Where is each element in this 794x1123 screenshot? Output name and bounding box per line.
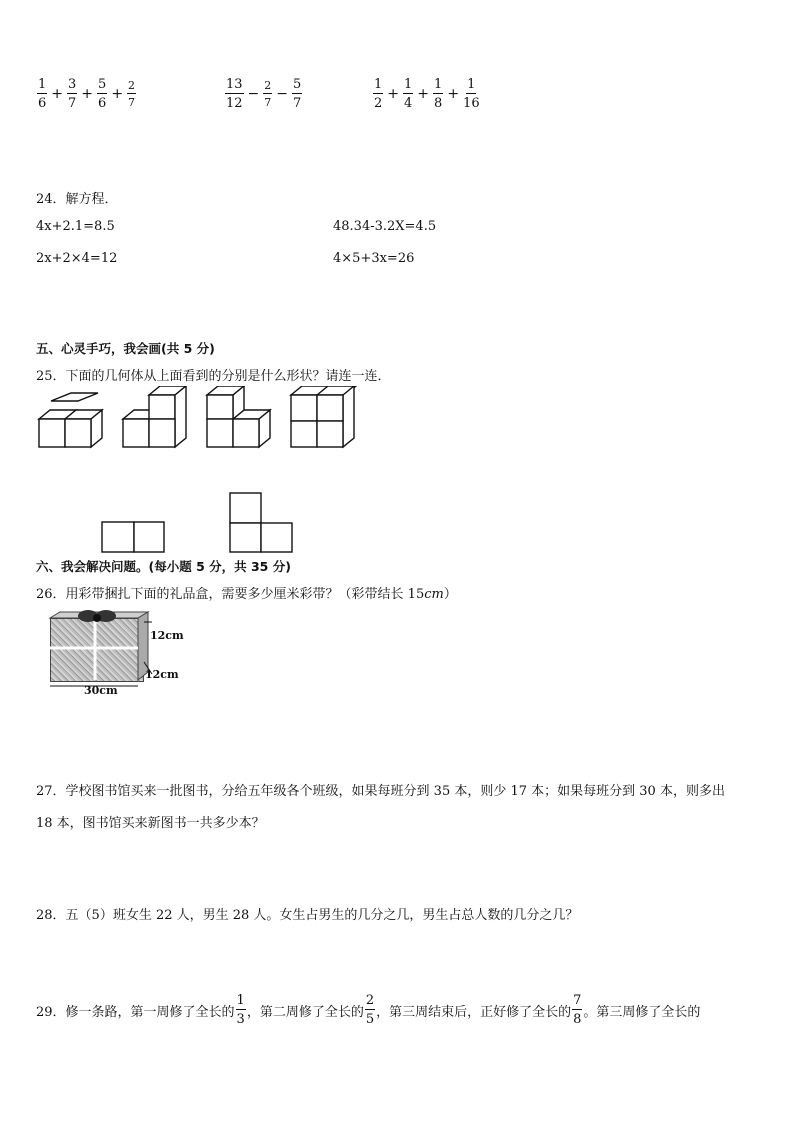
numerator: 1 bbox=[467, 77, 476, 92]
numerator: 1 bbox=[236, 993, 245, 1008]
operator: + bbox=[81, 86, 94, 102]
fraction bbox=[373, 78, 383, 110]
denominator: 12 bbox=[226, 96, 243, 111]
operator: + bbox=[387, 86, 400, 102]
fraction bbox=[433, 78, 443, 110]
denominator: 4 bbox=[404, 96, 413, 111]
numerator: 1 bbox=[38, 77, 47, 92]
denominator: 2 bbox=[374, 96, 383, 111]
section-5-title: 五、心灵手巧，我会画(共 5 分) bbox=[36, 341, 215, 356]
numerator: 5 bbox=[293, 77, 302, 92]
question-28-text: 28．五（5）班女生 22 人，男生 28 人。女生占男生的几分之几，男生占总人数的几分之几？ bbox=[36, 908, 579, 923]
q29-part-4: 。第三周修了全长的 bbox=[583, 1004, 701, 1020]
label-height: 12cm bbox=[150, 629, 184, 642]
solid-2 bbox=[123, 386, 186, 447]
denominator: 7 bbox=[128, 96, 136, 109]
denominator: 16 bbox=[463, 96, 480, 111]
denominator: 7 bbox=[264, 96, 272, 109]
numerator: 1 bbox=[404, 77, 413, 92]
fraction bbox=[263, 80, 272, 108]
denominator: 8 bbox=[573, 1012, 582, 1027]
solid-1 bbox=[39, 393, 102, 447]
fraction bbox=[97, 78, 107, 110]
numerator: 2 bbox=[264, 79, 272, 92]
top-view-2 bbox=[230, 493, 292, 552]
label-length: 30cm bbox=[84, 684, 118, 697]
denominator: 3 bbox=[236, 1012, 245, 1027]
q29-part-1: 29．修一条路，第一周修了全长的 bbox=[36, 1004, 235, 1020]
numerator: 13 bbox=[226, 77, 243, 92]
question-27-line-2: 18 本，图书馆买来新图书一共多少本？ bbox=[36, 816, 265, 831]
fraction bbox=[236, 994, 246, 1026]
section-6-title: 六、我会解决问题。(每小题 5 分，共 35 分) bbox=[36, 559, 291, 574]
denominator: 6 bbox=[38, 96, 47, 111]
numerator: 1 bbox=[374, 77, 383, 92]
numerator: 7 bbox=[573, 993, 582, 1008]
top-view-1 bbox=[102, 522, 164, 552]
equation-1: 4x+2.1=8.5 bbox=[36, 219, 115, 234]
q29-part-2: ，第二周修了全长的 bbox=[246, 1004, 364, 1020]
question-25-text: 25．下面的几何体从上面看到的分别是什么形状？请连一连． bbox=[36, 369, 391, 384]
fraction bbox=[572, 994, 582, 1026]
fraction-expression-1 bbox=[36, 78, 137, 110]
numerator: 2 bbox=[128, 79, 136, 92]
question-26-body: 26．用彩带捆扎下面的礼品盒，需要多少厘米彩带？（彩带结长 15 bbox=[36, 587, 425, 602]
denominator: 7 bbox=[68, 96, 77, 111]
fraction bbox=[365, 994, 375, 1026]
fraction bbox=[225, 78, 244, 110]
fraction bbox=[37, 78, 47, 110]
operator: + bbox=[111, 86, 124, 102]
equation-4: 4×5+3x=26 bbox=[333, 251, 415, 266]
numerator: 3 bbox=[68, 77, 77, 92]
numerator: 1 bbox=[434, 77, 443, 92]
fraction-expression-3 bbox=[372, 78, 481, 110]
cube-solids-figure bbox=[36, 386, 366, 450]
question-27-line-1: 27．学校图书馆买来一批图书，分给五年级各个班级，如果每班分到 35 本，则少 17 本；如果每班分到 30 本，则多出 bbox=[36, 784, 725, 799]
q29-part-3: ，第三周结束后，正好修了全长的 bbox=[376, 1004, 572, 1020]
label-width: 12cm bbox=[145, 668, 179, 681]
fraction bbox=[127, 80, 136, 108]
denominator: 7 bbox=[293, 96, 302, 111]
operator: + bbox=[447, 86, 460, 102]
operator: − bbox=[276, 86, 289, 102]
solid-4 bbox=[291, 386, 356, 447]
fraction bbox=[403, 78, 413, 110]
fraction bbox=[463, 78, 480, 110]
equation-3: 2x+2×4=12 bbox=[36, 251, 118, 266]
solid-3 bbox=[207, 386, 270, 447]
numerator: 2 bbox=[365, 993, 375, 1008]
operator: + bbox=[51, 86, 64, 102]
fraction bbox=[67, 78, 77, 110]
operator: + bbox=[417, 86, 430, 102]
denominator: 6 bbox=[98, 96, 107, 111]
question-26-text bbox=[36, 583, 457, 602]
top-view-figures bbox=[100, 492, 300, 554]
operator: − bbox=[247, 86, 260, 102]
fraction bbox=[292, 78, 302, 110]
close-paren: ） bbox=[443, 587, 457, 602]
question-24-title: 24．解方程． bbox=[36, 192, 118, 207]
unit-cm: cm bbox=[424, 587, 444, 602]
denominator: 8 bbox=[434, 96, 443, 111]
numerator: 5 bbox=[98, 77, 107, 92]
equation-2: 48.34-3.2X=4.5 bbox=[333, 219, 437, 234]
fraction-expression-2 bbox=[224, 78, 303, 110]
question-29-text bbox=[36, 994, 700, 1026]
denominator: 5 bbox=[365, 1012, 375, 1027]
